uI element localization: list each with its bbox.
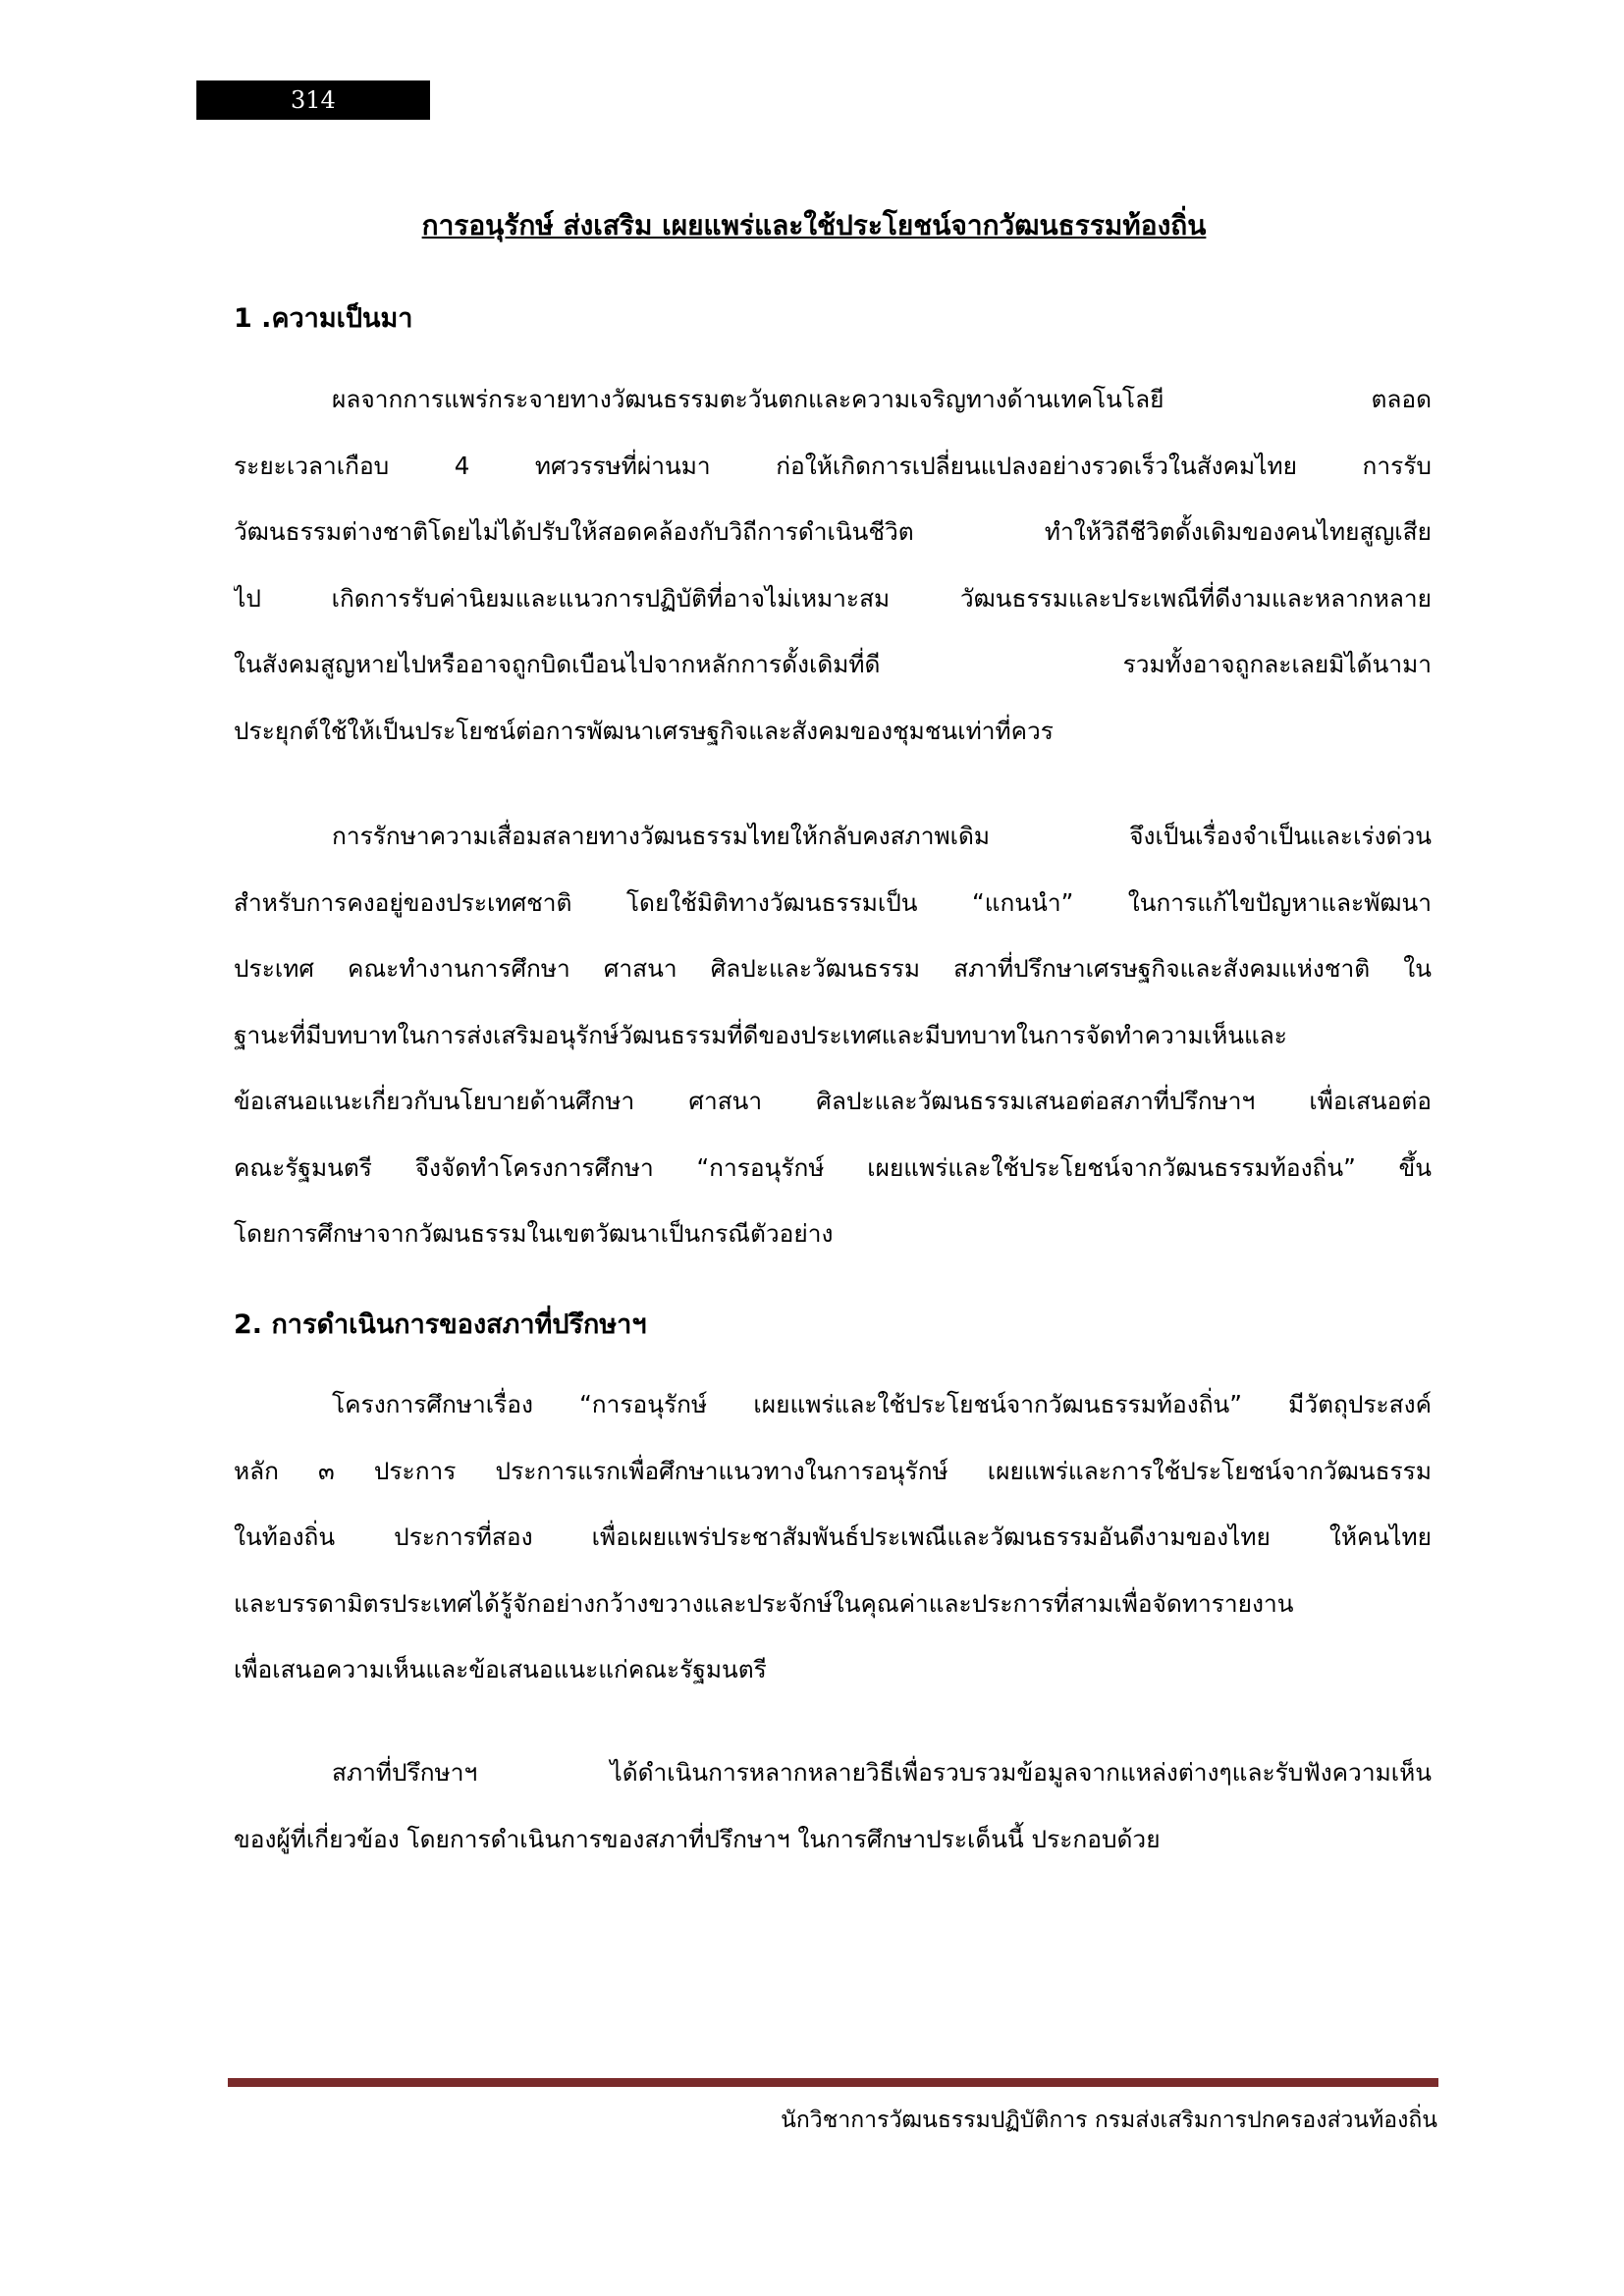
paragraph-line: ฐานะที่มีบทบาทในการส่งเสริมอนุรักษ์วัฒนธรรมที่ดีของประเทศและมีบทบาทในการจัดทำความเห็นและ <box>234 1020 1287 1049</box>
paragraph-line: ในท้องถิ่น ประการที่สอง เพื่อเผยแพร่ประชาสัมพันธ์ประเพณีและวัฒนธรรมอันดีงามของไทย ให้คนไทย <box>234 1522 1432 1551</box>
footer-divider <box>228 2078 1438 2087</box>
page-number: 314 <box>196 80 430 120</box>
footer-text: นักวิชาการวัฒนธรรมปฏิบัติการ กรมส่งเสริมการปกครองส่วนท้องถิ่น <box>781 2108 1437 2133</box>
paragraph-line: ระยะเวลาเกือบ 4 ทศวรรษที่ผ่านมา ก่อให้เกิดการเปลี่ยนแปลงอย่างรวดเร็วในสังคมไทย การรับ <box>234 451 1432 480</box>
paragraph-background-2 <box>234 817 1432 1281</box>
paragraph-line: การรักษาความเสื่อมสลายทางวัฒนธรรมไทยให้กลับคงสภาพเดิม จึงเป็นเรื่องจำเป็นและเร่งด่วน <box>332 822 1432 850</box>
paragraph-line: ข้อเสนอแนะเกี่ยวกับนโยบายด้านศึกษา ศาสนา ศิลปะและวัฒนธรรมเสนอต่อสภาที่ปรึกษาฯ เพื่อเสนอต่อ <box>234 1087 1432 1115</box>
paragraph-line: วัฒนธรรมต่างชาติโดยไม่ได้ปรับให้สอดคล้องกับวิถีการดำเนินชีวิต ทำให้วิถีชีวิตดั้งเดิมของคนไทยสูญเสีย <box>234 517 1432 546</box>
paragraph-line: หลัก ๓ ประการ ประการแรกเพื่อศึกษาแนวทางในการอนุรักษ์ เผยแพร่และการใช้ประโยชน์จากวัฒนธรรม <box>234 1456 1432 1485</box>
document-title: การอนุรักษ์ ส่งเสริม เผยแพร่และใช้ประโยชน์จากวัฒนธรรมท้องถิ่น <box>421 209 1207 241</box>
section-heading-background: 1 .ความเป็นมา <box>234 303 413 334</box>
paragraph-line: ประเทศ คณะทำงานการศึกษา ศาสนา ศิลปะและวัฒนธรรม สภาที่ปรึกษาเศรษฐกิจและสังคมแห่งชาติ ใน <box>234 954 1432 983</box>
paragraph-operations-1 <box>234 1385 1432 1717</box>
paragraph-line: สภาที่ปรึกษาฯ ได้ดำเนินการหลากหลายวิธีเพื่อรวบรวมข้อมูลจากแหล่งต่างๆและรับฟังความเห็น <box>332 1758 1432 1787</box>
paragraph-line: และบรรดามิตรประเทศได้รู้จักอย่างกว้างขวางและประจักษ์ในคุณค่าและประการที่สามเพื่อจัดทารายงาน <box>234 1588 1294 1618</box>
paragraph-line: ในสังคมสูญหายไปหรืออาจถูกบิดเบือนไปจากหลักการดั้งเดิมที่ดี รวมทั้งอาจถูกละเลยมิได้นามา <box>234 650 1432 678</box>
paragraph-line: ไป เกิดการรับค่านิยมและแนวการปฏิบัติที่อาจไม่เหมาะสม วัฒนธรรมและประเพณีที่ดีงามและหลากหลาย <box>234 583 1432 613</box>
paragraph-line: คณะรัฐมนตรี จึงจัดทำโครงการศึกษา “การอนุรักษ์ เผยแพร่และใช้ประโยชน์จากวัฒนธรรมท้องถิ่น” ขึ้น <box>234 1152 1432 1182</box>
paragraph-operations-2 <box>234 1753 1432 1886</box>
paragraph-line: ประยุกต์ใช้ให้เป็นประโยชน์ต่อการพัฒนาเศรษฐกิจและสังคมของชุมชนเท่าที่ควร <box>234 716 1054 745</box>
paragraph-line: เพื่อเสนอความเห็นและข้อเสนอแนะแก่คณะรัฐมนตรี <box>234 1655 767 1683</box>
paragraph-line: ของผู้ที่เกี่ยวข้อง โดยการดำเนินการของสภาที่ปรึกษาฯ ในการศึกษาประเด็นนี้ ประกอบด้วย <box>234 1824 1161 1853</box>
paragraph-line: สำหรับการคงอยู่ของประเทศชาติ โดยใช้มิติทางวัฒนธรรมเป็น “แกนนำ” ในการแก้ไขปัญหาและพัฒนา <box>234 887 1432 917</box>
paragraph-line: โครงการศึกษาเรื่อง “การอนุรักษ์ เผยแพร่และใช้ประโยชน์จากวัฒนธรรมท้องถิ่น” มีวัตถุประสงค์ <box>332 1390 1432 1418</box>
paragraph-line: โดยการศึกษาจากวัฒนธรรมในเขตวัฒนาเป็นกรณีตัวอย่าง <box>234 1219 834 1248</box>
paragraph-line: ผลจากการแพร่กระจายทางวัฒนธรรมตะวันตกและความเจริญทางด้านเทคโนโลยี ตลอด <box>332 385 1432 413</box>
section-heading-operations: 2. การดำเนินการของสภาที่ปรึกษาฯ <box>234 1309 647 1340</box>
paragraph-background-1 <box>234 380 1432 777</box>
